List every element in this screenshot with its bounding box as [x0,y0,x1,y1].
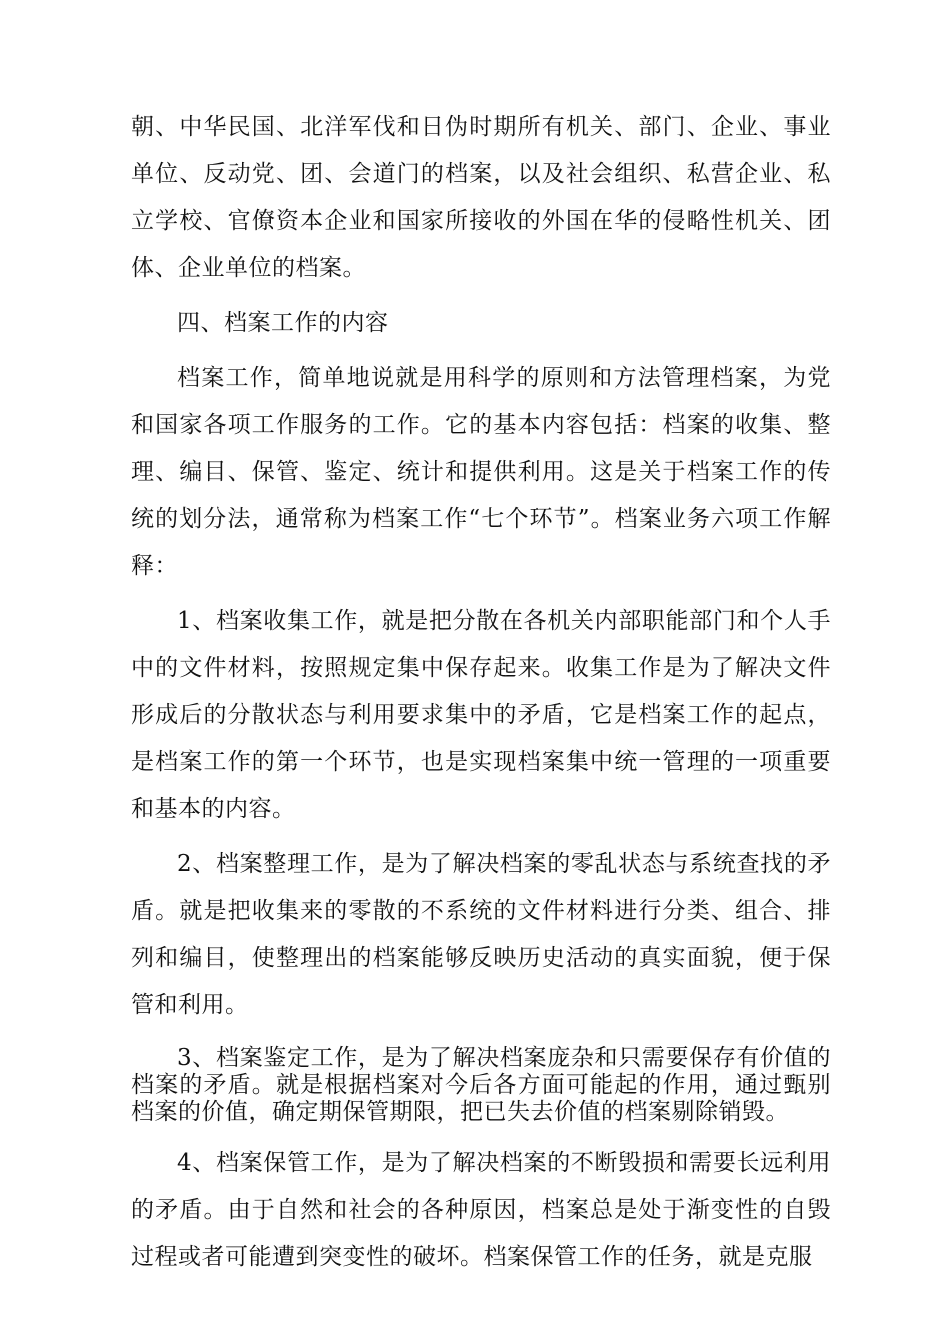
section-heading: 四、档案工作的内容 [177,310,389,336]
paragraph-item-2: 2、档案整理工作，是为了解决档案的零乱状态与系统查找的矛盾。就是把收集来的零散的不系统的文件材料进行分类、组合、排列和编目，使整理出的档案能够反映历史活动的真实面貌，便于保管和利用。 [131,851,831,1018]
paragraph-continuation: 朝、中华民国、北洋军伐和日伪时期所有机关、部门、企业、事业单位、反动党、团、会道门的档案，以及社会组织、私营企业、私立学校、官僚资本企业和国家所接收的外国在华的侵略性机关、团体、企业单位的档案。 [131,114,831,281]
paragraph-item-3: 3、档案鉴定工作，是为了解决档案庞杂和只需要保存有价值的档案的矛盾。就是根据档案对今后各方面可能起的作用，通过甄别档案的价值，确定期保管期限，把已失去价值的档案剔除销毁。 [131,1045,831,1125]
document-page [131,104,831,1289]
paragraph-intro: 档案工作，简单地说就是用科学的原则和方法管理档案，为党和国家各项工作服务的工作。它的基本内容包括：档案的收集、整理、编目、保管、鉴定、统计和提供利用。这是关于档案工作的传统的划分法，通常称为档案工作“七个环节”。档案业务六项工作解释： [131,365,831,579]
paragraph-item-1: 1、档案收集工作，就是把分散在各机关内部职能部门和个人手中的文件材料，按照规定集中保存起来。收集工作是为了解决文件形成后的分散状态与利用要求集中的矛盾，它是档案工作的起点，是档案工作的第一个环节，也是实现档案集中统一管理的一项重要和基本的内容。 [131,608,831,822]
paragraph-item-4: 4、档案保管工作，是为了解决档案的不断毁损和需要长远利用的矛盾。由于自然和社会的各种原因，档案总是处于渐变性的自毁过程或者可能遭到突变性的破坏。档案保管工作的任务，就是克服 [131,1150,831,1270]
